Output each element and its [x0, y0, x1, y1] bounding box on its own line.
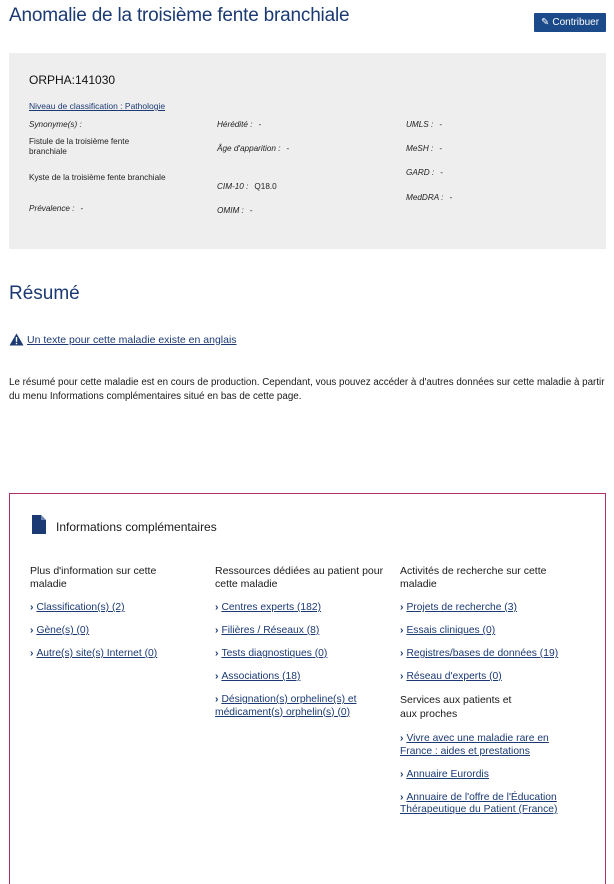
patient-resources-column [215, 565, 385, 730]
column-heading: Ressources dédiées au patient pour cette maladie [215, 565, 384, 590]
summary-title: Résumé [9, 283, 80, 304]
onset-age-field: Âge d'apparition : - [217, 144, 290, 153]
link-eurordis-directory[interactable]: › Annuaire Eurordis [400, 768, 489, 780]
umls-field: UMLS : - [406, 120, 443, 129]
document-icon [32, 515, 46, 539]
summary-text: Le résumé pour cette maladie est en cours de production. Cependant, vous pouvez accéder à d'autres données sur cette maladie à partir du menu Informations complémentaires situé en bas de cette page. [9, 377, 605, 402]
mesh-field: MeSH : - [406, 144, 443, 153]
synonym-item: Kyste de la troisième fente branchiale [29, 173, 166, 182]
link-other-websites[interactable]: › Autre(s) site(s) Internet (0) [30, 648, 158, 659]
services-heading: Services aux patients et aux proches [400, 694, 512, 720]
disease-info-column [30, 565, 190, 671]
link-research-projects[interactable]: › Projets de recherche (3) [400, 602, 517, 613]
link-expert-centres[interactable]: › Centres experts (182) [215, 602, 322, 613]
link-diagnostic-tests[interactable]: › Tests diagnostiques (0) [215, 648, 328, 659]
synonyms-label: Synonyme(s) : [29, 120, 82, 129]
additional-info-panel [9, 493, 606, 884]
additional-info-title: Informations complémentaires [56, 520, 217, 534]
link-living-with-rare-disease[interactable]: › Vivre avec une maladie rare en France : aides et prestations [400, 733, 549, 757]
link-orphan-designations[interactable]: › Désignation(s) orpheline(s) et médicament(s) orphelin(s) (0) [215, 694, 357, 718]
link-classifications[interactable]: › Classification(s) (2) [30, 602, 125, 613]
link-therapeutic-education-directory[interactable]: › Annuaire de l'offre de l'Éducation Thérapeutique du Patient (France) [400, 791, 558, 815]
english-text-notice [9, 333, 237, 346]
link-registries[interactable]: › Registres/bases de données (19) [400, 648, 559, 659]
english-text-link[interactable]: Un texte pour cette maladie existe en anglais [27, 333, 237, 346]
research-column [400, 565, 578, 827]
omim-field: OMIM : - [217, 206, 253, 215]
contribute-button[interactable] [534, 13, 606, 32]
link-clinical-trials[interactable]: › Essais cliniques (0) [400, 625, 496, 636]
column-heading: Plus d'information sur cette maladie [30, 565, 157, 590]
meddra-field: MedDRA : - [406, 193, 453, 202]
link-expert-network[interactable]: › Réseau d'experts (0) [400, 671, 502, 682]
classification-level-link[interactable]: Niveau de classification : Pathologie [29, 101, 166, 111]
heredity-field: Hérédité : - [217, 120, 262, 129]
additional-info-header [32, 515, 217, 539]
gard-field: GARD : - [406, 168, 443, 177]
page-title: Anomalie de la troisième fente branchiale [9, 5, 350, 26]
link-genes[interactable]: › Gène(s) (0) [30, 625, 90, 636]
pencil-icon: ✎ [540, 16, 550, 28]
synonym-item: Fistule de la troisième fente branchiale [29, 137, 130, 156]
link-associations[interactable]: › Associations (18) [215, 671, 301, 682]
column-heading: Activités de recherche sur cette maladie [400, 565, 547, 590]
orpha-code: ORPHA:141030 [29, 73, 116, 87]
contribute-label: Contribuer [552, 17, 600, 28]
warning-icon [9, 333, 24, 346]
disease-info-box [9, 53, 606, 249]
icd10-field: CIM-10 : Q18.0 [217, 182, 277, 191]
prevalence-field: Prévalence : - [29, 204, 84, 213]
link-networks[interactable]: › Filières / Réseaux (8) [215, 625, 320, 636]
